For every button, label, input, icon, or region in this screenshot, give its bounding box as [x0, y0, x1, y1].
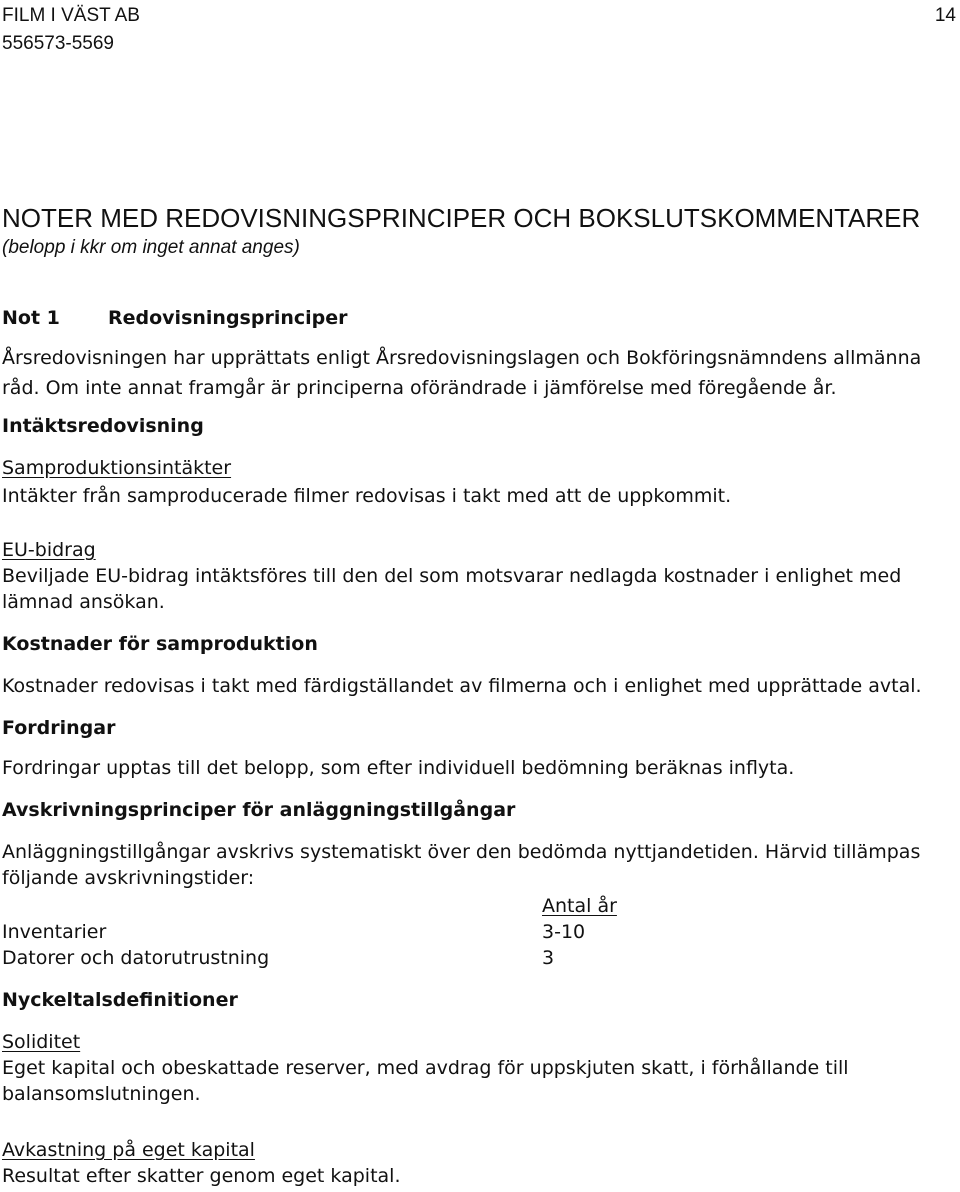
roe-text: Resultat efter skatter genom eget kapital. [2, 1165, 401, 1187]
company-name: FILM I VÄST AB [2, 5, 140, 26]
depreciation-heading: Avskrivningsprinciper för anläggningstillgångar [2, 799, 516, 821]
solidity-text-line-2: balansomslutningen. [2, 1083, 201, 1105]
kpi-heading: Nyckeltalsdefinitioner [2, 989, 238, 1011]
eu-text-line-2: lämnad ansökan. [2, 591, 165, 613]
coproduction-revenue-heading: Samproduktionsintäkter [2, 457, 232, 479]
table-row-value: 3-10 [542, 921, 586, 943]
org-number: 556573-5569 [2, 33, 114, 54]
coproduction-costs-heading: Kostnader för samproduktion [2, 633, 318, 655]
intro-line-2: råd. Om inte annat framgår är principerna oförändrade i jämförelse med föregående år. [2, 377, 837, 399]
page-number: 14 [934, 5, 956, 26]
receivables-heading: Fordringar [2, 717, 116, 739]
receivables-text: Fordringar upptas till det belopp, som efter individuell bedömning beräknas inflyta. [2, 757, 795, 779]
coproduction-costs-text: Kostnader redovisas i takt med färdigställandet av filmerna och i enlighet med upprättade avtal. [2, 675, 922, 697]
depreciation-text-line-1: Anläggningstillgångar avskrivs systematiskt över den bedömda nyttjandetiden. Härvid tillämpas [2, 841, 921, 863]
eu-heading: EU-bidrag [2, 539, 96, 561]
roe-heading: Avkastning på eget kapital [2, 1139, 255, 1161]
page-title: NOTER MED REDOVISNINGSPRINCIPER OCH BOKSLUTSKOMMENTARER [2, 203, 921, 233]
note-title: Redovisningsprinciper [108, 307, 348, 329]
note-number: Not 1 [2, 307, 60, 329]
coproduction-revenue-text: Intäkter från samproducerade filmer redovisas i takt med att de uppkommit. [2, 485, 732, 507]
eu-text-line-1: Beviljade EU-bidrag intäktsföres till den del som motsvarar nedlagda kostnader i enlighet med [2, 565, 902, 587]
table-row-value: 3 [542, 947, 555, 969]
depreciation-text-line-2: följande avskrivningstider: [2, 867, 255, 889]
solidity-text-line-1: Eget kapital och obeskattade reserver, med avdrag för uppskjuten skatt, i förhållande till [2, 1057, 849, 1079]
page-subtitle: (belopp i kkr om inget annat anges) [2, 237, 300, 258]
table-column-header: Antal år [542, 895, 617, 917]
solidity-heading: Soliditet [2, 1031, 81, 1053]
table-row-label: Inventarier [2, 921, 107, 943]
revenue-heading: Intäktsredovisning [2, 415, 204, 437]
intro-line-1: Årsredovisningen har upprättats enligt Årsredovisningslagen och Bokföringsnämndens allmänna [2, 347, 922, 369]
table-row-label: Datorer och datorutrustning [2, 947, 270, 969]
